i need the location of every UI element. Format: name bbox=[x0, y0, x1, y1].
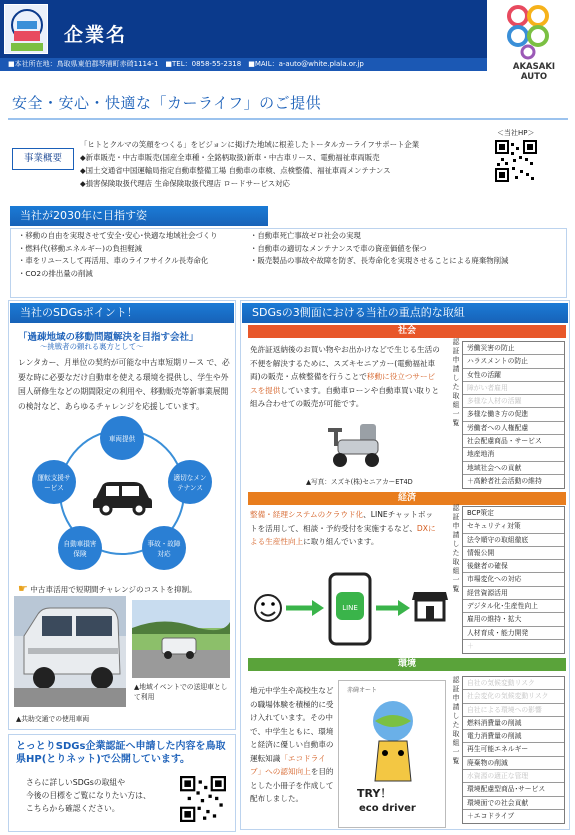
social-text-pre: 免許証返納後のお買い物やお出かけなどで生じる生活の不便を解決するために、スズキセニアカー(電動福祉車両)の販売・点検整備を行うことで bbox=[250, 345, 440, 381]
address-line: ■本社所在地：鳥取県東伯郡琴浦町赤碕1114-1 ■TEL：0858-55-2318 ■MAIL：a-auto@white.plala.or.jp bbox=[0, 58, 487, 71]
goals-right-list bbox=[250, 230, 508, 268]
initiative-item: 地産地消 bbox=[463, 448, 564, 461]
brand-name bbox=[498, 62, 570, 82]
social-applied-label: 認証申請した取組一覧 bbox=[452, 338, 460, 427]
initiative-item: 市場変化への対応 bbox=[463, 573, 564, 586]
smartphone-icon bbox=[330, 574, 370, 644]
goal-item: ・車をリユースして再活用、車のライフサイクル長寿命化 bbox=[18, 256, 209, 265]
cycle-node-driving-support: 運転支援サービス bbox=[32, 460, 76, 504]
initiative-item: 燃料消費量の削減 bbox=[463, 717, 564, 730]
shared-transport-car-photo bbox=[14, 596, 126, 707]
goal-item: ・自動車死亡事故ゼロ社会の実現 bbox=[250, 231, 361, 240]
initiative-item: 情報公開 bbox=[463, 547, 564, 560]
company-name: 企業名 bbox=[64, 24, 128, 46]
goals-2030-heading: 当社が2030年に目指す姿 bbox=[10, 206, 268, 226]
focus-body: レンタカー、月単位の契約が可能な中古車短期リース で、必要な時に必要なだけ自動車を使える環境を提供し、学生や外国人研修生などの期間限定の利用や、移動販売等新事業展開の検討など、あらゆるチャレンジを応援しています。 bbox=[18, 358, 230, 411]
cert-line: こちらから確認ください。 bbox=[26, 804, 120, 813]
initiative-item: 廃棄物の削減 bbox=[463, 757, 564, 770]
social-text bbox=[250, 343, 440, 411]
focus-title: 「過疎地域の移動問題解決を目指す会社」 bbox=[18, 332, 199, 343]
tottori-hp-qr-code-icon[interactable] bbox=[180, 776, 226, 822]
initiative-item: 多様な働き方の促進 bbox=[463, 408, 564, 421]
booklet-subtitle: eco driver bbox=[359, 803, 416, 814]
initiative-item: 法令順守の取組徹底 bbox=[463, 534, 564, 547]
initiative-item: 地域社会への貢献 bbox=[463, 462, 564, 475]
initiative-item: 再生可能エネルギー bbox=[463, 743, 564, 756]
cycle-node-vehicle: 車両提供 bbox=[100, 416, 144, 460]
initiative-item: セキュリティ対策 bbox=[463, 520, 564, 533]
initiative-item: 労働災害の防止 bbox=[463, 342, 564, 355]
hand-pointer-icon: ☛ bbox=[18, 582, 28, 595]
initiative-item: ハラスメントの防止 bbox=[463, 355, 564, 368]
business-overview-label: 事業概要 bbox=[12, 148, 74, 170]
initiative-item: 社会変化の気候変動リスク bbox=[463, 690, 564, 703]
initiative-item: 自社の気候変動リスク bbox=[463, 677, 564, 690]
goal-item: ・CO2の排出量の削減 bbox=[18, 268, 93, 278]
event-shuttle-photo bbox=[132, 600, 230, 678]
environment-applied-label: 認証申請した取組一覧 bbox=[452, 676, 460, 765]
initiative-item: 社会配慮商品・サービス bbox=[463, 435, 564, 448]
scooter-caption: ▲写真：スズキ(株)セニアカーET4D bbox=[306, 478, 413, 486]
initiative-item: 環境面での社会貢献 bbox=[463, 797, 564, 810]
challenge-note bbox=[18, 582, 197, 595]
cycle-node-accident: 事故・故障対応 bbox=[142, 526, 186, 570]
initiative-item: 後継者の確保 bbox=[463, 560, 564, 573]
economy-applied-label: 認証申請した取組一覧 bbox=[452, 504, 460, 593]
category-economy: 経済 bbox=[248, 492, 566, 505]
booklet-title: TRY！ bbox=[357, 787, 392, 800]
initiative-item: 多様な人材の活躍 bbox=[463, 395, 564, 408]
initiative-item: 人材育成・能力開発 bbox=[463, 627, 564, 640]
business-line: 「ヒトとクルマの笑顔をつくる」をビジョンに掲げた地域に根差したトータルカーライフサポート企業 bbox=[80, 140, 420, 149]
focus-subtitle: ～挑戦者の頼れる裏方として～ bbox=[40, 342, 144, 351]
initiative-item: デジタル化･生産性向上 bbox=[463, 600, 564, 613]
eco-driver-booklet bbox=[338, 680, 446, 828]
economy-text-post: に取り組んでいます。 bbox=[303, 537, 379, 546]
goal-item: ・移動の自由を実現させて安全･安心･快適な地域社会づくり bbox=[18, 231, 218, 240]
social-text-post: しています。自動車ローンや自動車買い取りと組み合わせての販売が可能です。 bbox=[250, 385, 440, 408]
initiative-item: 雇用の維持・拡大 bbox=[463, 613, 564, 626]
svg-text:LINE: LINE bbox=[342, 604, 358, 612]
qr-label: ＜当社HP＞ bbox=[497, 129, 535, 137]
initiative-item: BCP策定 bbox=[463, 507, 564, 520]
economy-text bbox=[250, 508, 440, 549]
goal-item: ・自動車の適切なメンテナンスで車の資産価値を保つ bbox=[250, 243, 427, 253]
goals-left-list bbox=[18, 230, 218, 280]
photo1-caption: ▲共助交通での使用車両 bbox=[16, 715, 90, 723]
sdgs-point-heading: 当社のSDGsポイント！ bbox=[10, 303, 234, 323]
category-social: 社会 bbox=[248, 325, 566, 338]
cert-line: さらに詳しいSDGsの取組や bbox=[26, 778, 126, 787]
economy-illustration bbox=[250, 568, 450, 648]
economy-text-highlight1: 整備・経理システムのクラウド化 bbox=[250, 510, 364, 519]
environment-text-pre: 地元中学生や高校生などの職場体験を積極的に受け入れています。その中で、中学生ともに、環境と経済に優しい自動車の運転知識 bbox=[250, 686, 334, 763]
shop-icon bbox=[412, 592, 448, 620]
initiative-item: 電力消費量の削減 bbox=[463, 730, 564, 743]
homepage-qr-code-icon[interactable] bbox=[495, 140, 537, 182]
initiative-item: ＋ bbox=[467, 641, 474, 650]
cert-line: 今後の目標をご覧になりたい方は、 bbox=[26, 791, 151, 800]
initiative-item: ＋エコドライブ bbox=[467, 811, 515, 820]
brand-name-line1: AKASAKI bbox=[512, 62, 556, 72]
certification-title: とっとりSDGs企業認証へ申請した内容を鳥取県HP(とりネット)で公開しています。 bbox=[16, 741, 226, 765]
certification-body bbox=[26, 776, 151, 815]
initiative-item: ＋高齢者社会活動の維持 bbox=[467, 476, 542, 485]
initiative-item: 労働者への人権配慮 bbox=[463, 422, 564, 435]
brand-name-line2: AUTO bbox=[520, 72, 548, 82]
category-environment: 環境 bbox=[248, 658, 566, 671]
challenge-note-text: 中古車活用で短期間チャレンジのコストを抑制。 bbox=[30, 585, 197, 594]
business-line: ◆新車販売・中古車販売(国産全車種・全銘柄取扱)新車・中古車リース、電動福祉車両販売 bbox=[80, 153, 380, 162]
goal-item: ・燃料代(移動エネルギー)の負担軽減 bbox=[18, 243, 143, 253]
smiley-icon bbox=[255, 595, 281, 621]
initiative-item: 水資源の適正な管理 bbox=[463, 770, 564, 783]
initiative-item: 環境配慮型商品･サービス bbox=[463, 783, 564, 796]
header bbox=[0, 0, 575, 58]
cycle-node-maintenance: 適切なメンテナンス bbox=[168, 460, 212, 504]
business-line: ◆損害保険取扱代理店 生命保険取扱代理店 ロードサービス対応 bbox=[80, 179, 290, 188]
booklet-brand: 赤碕オート bbox=[347, 687, 378, 694]
senior-car-scooter-photo bbox=[320, 418, 390, 470]
cycle-node-insurance: 自動車損害保険 bbox=[58, 526, 102, 570]
initiative-item: 経営資源活用 bbox=[463, 587, 564, 600]
car-icon bbox=[93, 482, 152, 514]
initiative-item: 女性の活躍 bbox=[463, 369, 564, 382]
environment-text bbox=[250, 684, 334, 806]
social-text-highlight: 移動に役立つサービスを提供 bbox=[250, 372, 436, 395]
business-overview-text bbox=[80, 138, 490, 190]
social-initiatives-list bbox=[462, 341, 565, 489]
initiative-item: 自社による環境への影響 bbox=[463, 704, 564, 717]
economy-text-highlight2: DXによる生産性向上 bbox=[250, 523, 436, 546]
company-emblem-icon bbox=[4, 4, 48, 54]
environment-text-highlight: 「エコドライブ」への認知向上 bbox=[250, 753, 326, 776]
tagline: 安全・安心・快適な「カーライフ」のご提供 bbox=[12, 94, 322, 112]
environment-initiatives-list bbox=[462, 676, 565, 824]
economy-initiatives-list bbox=[462, 506, 565, 654]
photo2-caption: ▲地域イベントでの送迎車として利用 bbox=[134, 683, 228, 701]
business-line: ◆国土交通省中国運輸局指定自動車整備工場 自動車の車検、点検整備、福祉車両メンテナンス bbox=[80, 166, 391, 175]
divider bbox=[8, 118, 568, 120]
initiative-item: 障がい者雇用 bbox=[463, 382, 564, 395]
goal-item: ・販売製品の事故や故障を防ぎ、長寿命化を実現させることによる廃棄物削減 bbox=[250, 256, 509, 265]
initiatives-heading: SDGsの3側面における当社の重点的な取組 bbox=[242, 303, 568, 323]
environment-text-post: を目的とした小冊子を作成して配布しました。 bbox=[250, 767, 334, 803]
economy-text-mid: 、LINEチャットボットを活用して、相談・予約受付を実施するなど、 bbox=[250, 510, 434, 533]
service-cycle-diagram bbox=[18, 408, 228, 573]
